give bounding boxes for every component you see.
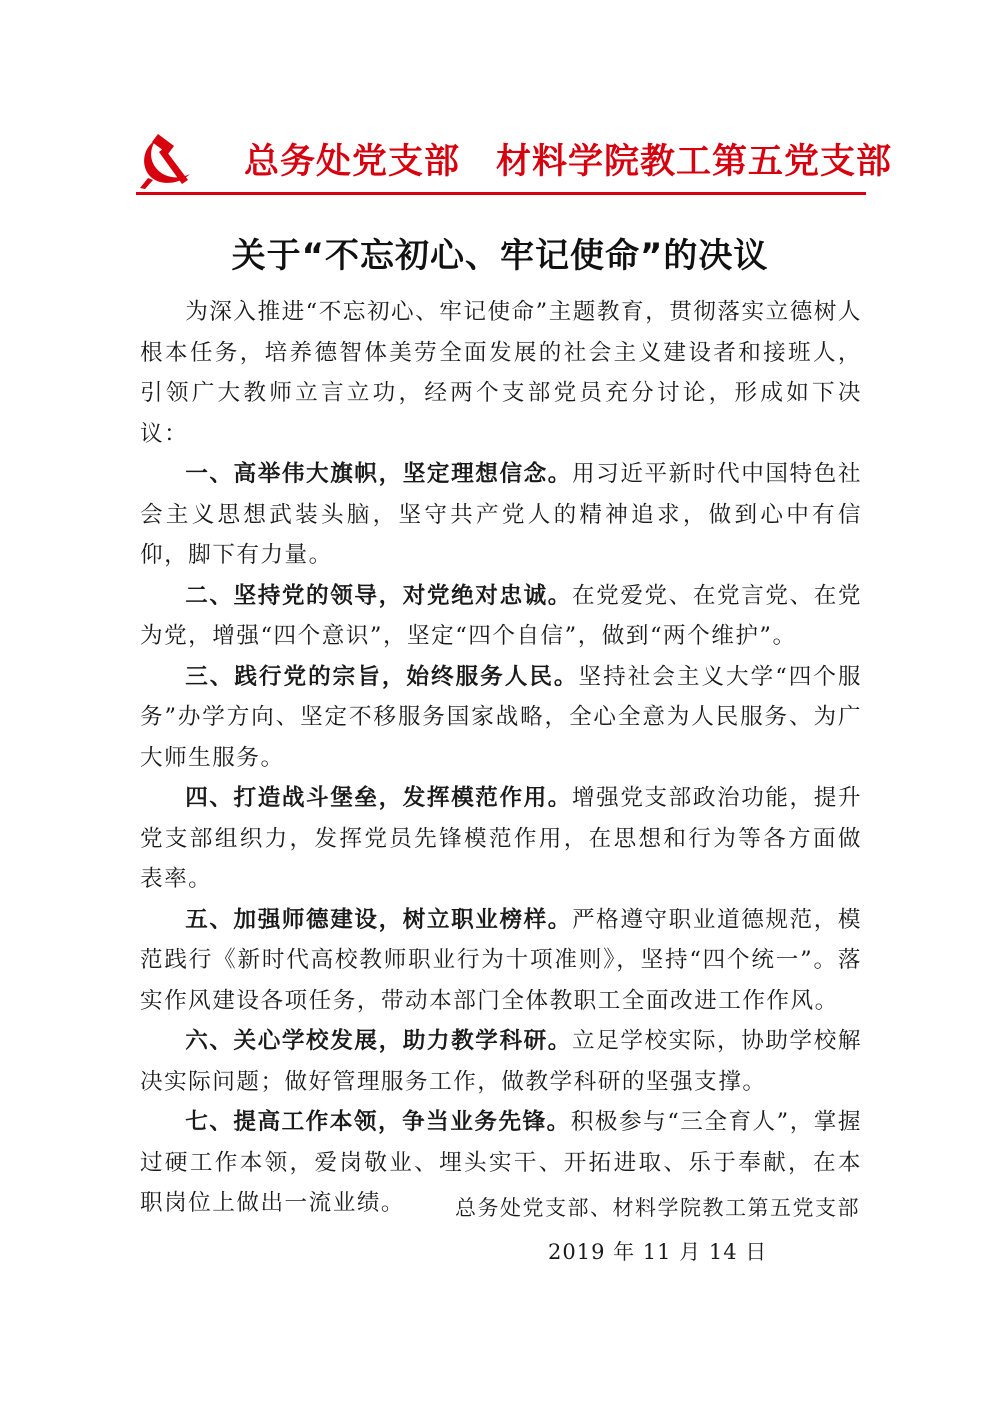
resolution-item-text: 在党爱党、在党言党、在党为党，增强“四个意识”，坚定“四个自信”，做到“两个维护”。	[140, 582, 863, 649]
resolution-item-text: 严格遵守职业道德规范，模范践行《新时代高校教师职业行为十项准则》，坚持“四个统一”。落实作风建设各项任务，带动本部门全体教职工全面改进工作作风。	[140, 906, 863, 1014]
letterhead-org-2: 材料学院教工第五党支部	[496, 142, 893, 182]
signature: 总务处党支部、材料学院教工第五党支部	[455, 1196, 860, 1220]
letterhead	[136, 126, 893, 190]
resolution-item-4	[140, 778, 862, 900]
resolution-item-text: 用习近平新时代中国特色社会主义思想武装头脑，坚守共产党人的精神追求，做到心中有信仰，脚下有力量。	[140, 461, 863, 568]
document-body	[140, 292, 862, 1224]
document-date: 2019 年 11 月 14 日	[548, 1240, 768, 1264]
resolution-item-heading: 六、关心学校发展，助力教学科研。	[185, 1028, 572, 1054]
letterhead-rule	[136, 192, 866, 195]
resolution-item-heading: 二、坚持党的领导，对党绝对忠诚。	[185, 582, 572, 609]
letterhead-org-names	[244, 134, 892, 184]
hammer-and-sickle-icon	[136, 126, 200, 190]
resolution-item-3	[140, 657, 862, 779]
document-title: 关于“不忘初心、牢记使命”的决议	[231, 236, 769, 276]
resolution-item-2	[140, 576, 862, 657]
resolution-item-text: 增强党支部政治功能，提升党支部组织力，发挥党员先锋模范作用，在思想和行为等各方面做表率。	[140, 785, 863, 892]
resolution-item-text: 立足学校实际，协助学校解决实际问题；做好管理服务工作，做教学科研的坚强支撑。	[140, 1028, 863, 1095]
resolution-item-text: 积极参与“三全育人”，掌握过硬工作本领，爱岗敬业、埋头实干、开拓进取、乐于奉献，在本职岗位上做出一流业绩。	[140, 1109, 863, 1216]
resolution-item-heading: 七、提高工作本领，争当业务先锋。	[185, 1109, 571, 1135]
intro-paragraph: 为深入推进“不忘初心、牢记使命”主题教育，贯彻落实立德树人根本任务，培养德智体美劳全面发展的社会主义建设者和接班人，引领广大教师立言立功，经两个支部党员充分讨论，形成如下决议：	[140, 299, 862, 447]
resolution-item-5	[140, 900, 862, 1022]
resolution-item-6	[140, 1021, 862, 1102]
letterhead-org-1: 总务处党支部	[244, 142, 461, 182]
resolution-item-1	[140, 454, 862, 576]
resolution-item-text: 坚持社会主义大学“四个服务”办学方向、坚定不移服务国家战略，全心全意为人民服务、为广大师生服务。	[140, 663, 862, 771]
resolution-item-heading: 五、加强师德建设，树立职业榜样。	[185, 906, 572, 933]
resolution-item-heading: 一、高举伟大旗帜，坚定理想信念。	[185, 461, 572, 487]
resolution-item-heading: 四、打造战斗堡垒，发挥模范作用。	[185, 785, 572, 811]
resolution-item-heading: 三、践行党的宗旨，始终服务人民。	[185, 663, 579, 690]
